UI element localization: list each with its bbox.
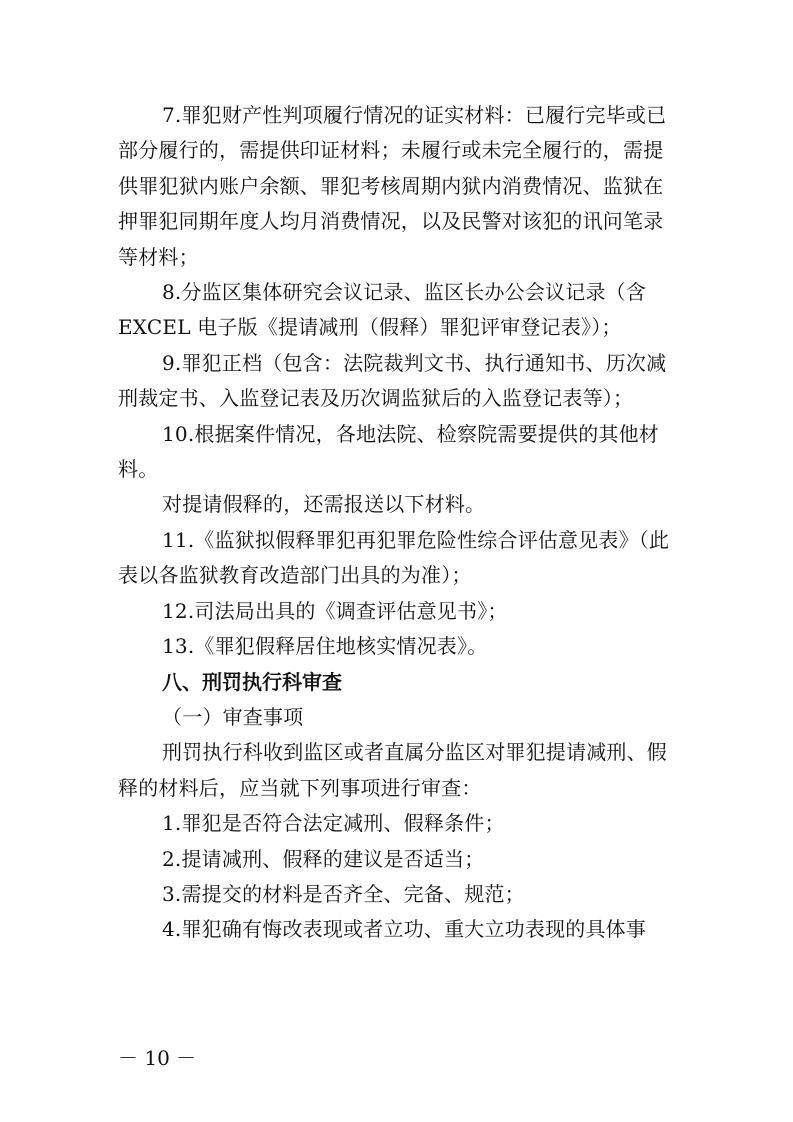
page-number: － 10 －	[118, 1046, 197, 1070]
paragraph-item-9: 9.罪犯正档（包含：法院裁判文书、执行通知书、历次减刑裁定书、入监登记表及历次调监狱后的入监登记表等）；	[118, 350, 667, 411]
paragraph-item-12: 12.司法局出具的《调查评估意见书》；	[162, 598, 508, 623]
review-item-4: 4.罪犯确有悔改表现或者立功、重大立功表现的具体事	[162, 917, 647, 942]
paragraph-item-13: 13.《罪犯假释居住地核实情况表》。	[162, 634, 488, 659]
paragraph-item-11: 11.《监狱拟假释罪犯再犯罪危险性综合评估意见表》（此表以各监狱教育改造部门出具的为准）；	[118, 527, 670, 588]
review-intro: 刑罚执行科收到监区或者直属分监区对罪犯提请减刑、假释的材料后，应当就下列事项进行审查：	[118, 740, 667, 800]
paragraph-item-7: 7.罪犯财产性判项履行情况的证实材料：已履行完毕或已部分履行的，需提供印证材料；未履行或未完全履行的，需提供罪犯狱内账户余额、罪犯考核周期内狱内消费情况、监狱在押罪犯同期年度人均月消费情况，以及民警对该犯的讯问笔录等材料；	[118, 103, 667, 269]
parole-intro: 对提请假释的，还需报送以下材料。	[162, 492, 486, 517]
document-body	[118, 98, 678, 948]
review-item-1: 1.罪犯是否符合法定减刑、假释条件；	[162, 811, 505, 836]
paragraph-item-10: 10.根据案件情况，各地法院、检察院需要提供的其他材料。	[118, 421, 660, 482]
review-item-3: 3.需提交的材料是否齐全、完备、规范；	[162, 881, 525, 906]
section-heading: 八、刑罚执行科审查	[162, 669, 342, 694]
paragraph-item-8: 8.分监区集体研究会议记录、监区长办公会议记录（含EXCEL 电子版《提请减刑（假释）罪犯评审登记表》）；	[118, 280, 647, 340]
subsection-heading: （一）审查事项	[162, 704, 304, 729]
review-item-2: 2.提请减刑、假释的建议是否适当；	[162, 846, 485, 871]
